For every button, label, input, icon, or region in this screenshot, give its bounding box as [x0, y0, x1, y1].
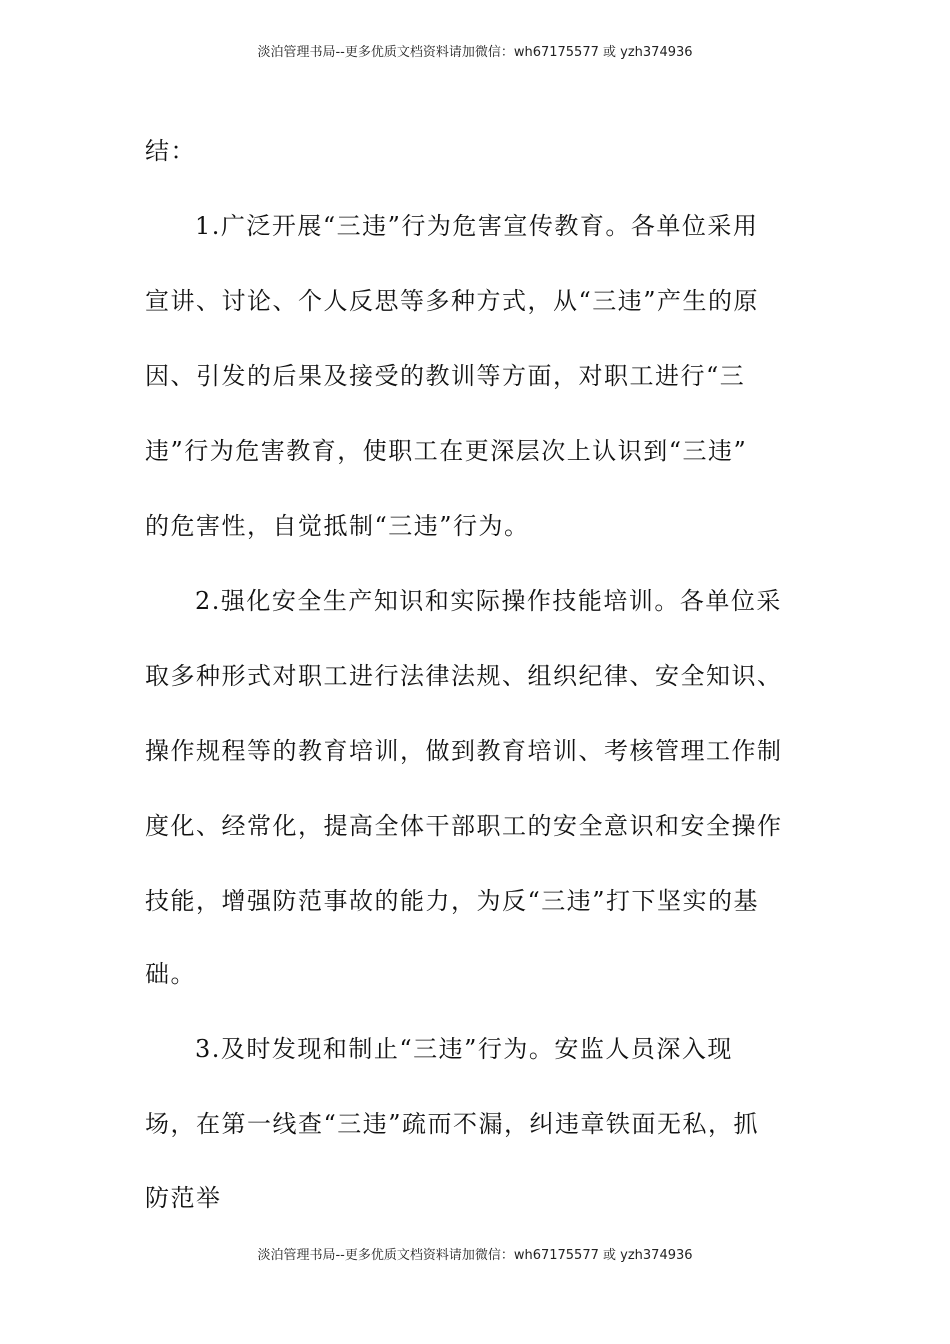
text-line: 取多种形式对职工进行法律法规、组织纪律、安全知识、 — [145, 662, 783, 690]
paragraph-3-start: 3.及时发现和制止“三违”行为。安监人员深入现 — [195, 1035, 733, 1063]
page-footer: 淡泊管理书局--更多优质文档资料请加微信：wh67175577 或 yzh374936 — [257, 1248, 693, 1263]
paragraph-1-start: 1.广泛开展“三违”行为危害宣传教育。各单位采用 — [195, 212, 759, 240]
text-line: 场，在第一线查“三违”疏而不漏，纠违章铁面无私，抓 — [145, 1110, 760, 1138]
text-line: 防范举 — [145, 1184, 222, 1212]
page-header: 淡泊管理书局--更多优质文档资料请加微信：wh67175577 或 yzh374936 — [257, 45, 693, 60]
paragraph-2-start: 2.强化安全生产知识和实际操作技能培训。各单位采 — [195, 587, 782, 615]
text-line: 宣讲、讨论、个人反思等多种方式，从“三违”产生的原 — [145, 287, 760, 315]
text-line: 操作规程等的教育培训，做到教育培训、考核管理工作制 — [145, 737, 783, 765]
text-line: 违”行为危害教育，使职工在更深层次上认识到“三违” — [145, 437, 748, 465]
text-line: 因、引发的后果及接受的教训等方面，对职工进行“三 — [145, 362, 746, 390]
text-line: 础。 — [145, 960, 196, 988]
text-line: 结： — [145, 137, 196, 165]
text-line: 度化、经常化，提高全体干部职工的安全意识和安全操作 — [145, 812, 783, 840]
text-line: 技能，增强防范事故的能力，为反“三违”打下坚实的基 — [145, 887, 760, 915]
text-line: 的危害性，自觉抵制“三违”行为。 — [145, 512, 530, 540]
